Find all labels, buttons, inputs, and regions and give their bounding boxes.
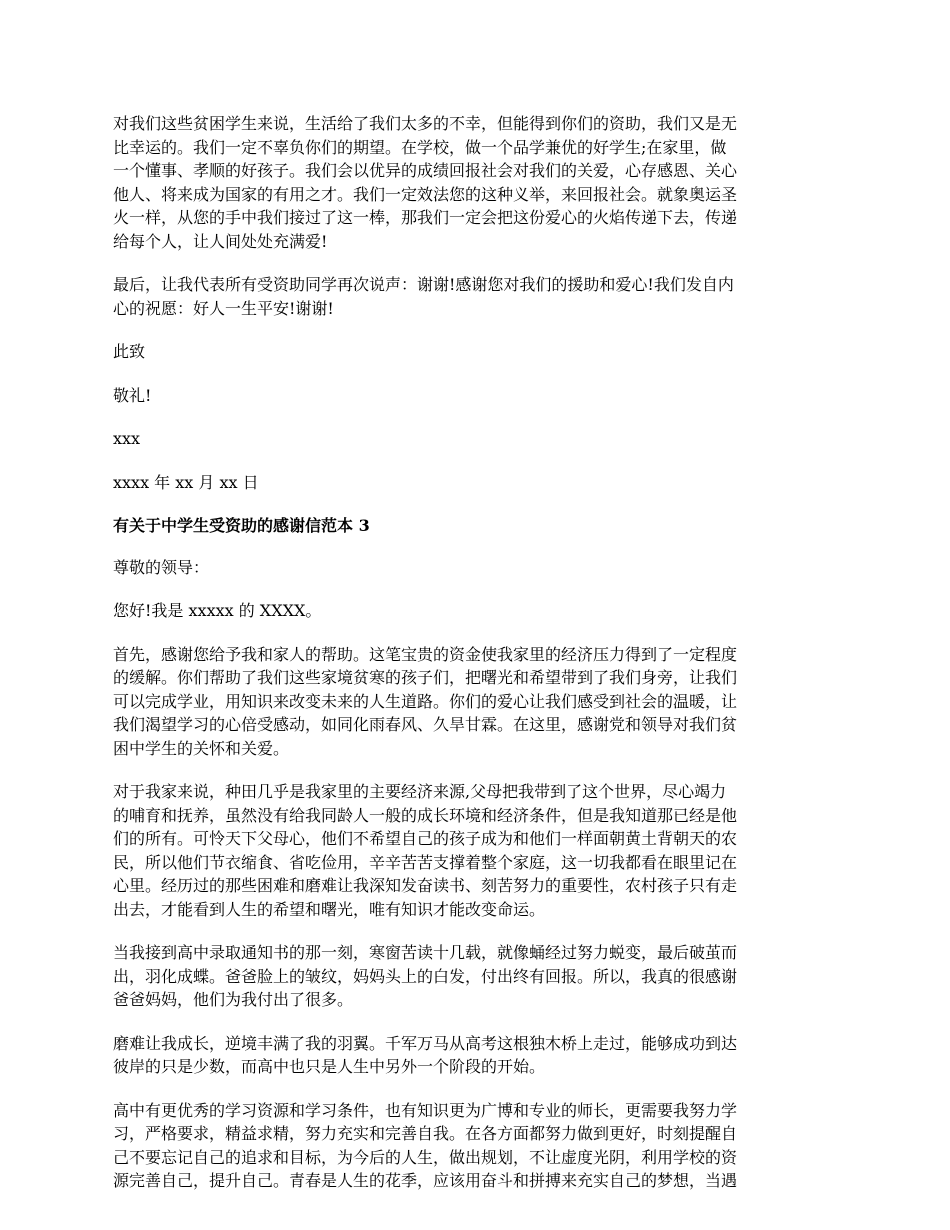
text-line: 我们渴望学习的心倍受感动，如同化雨春风、久旱甘霖。在这里，感谢党和领导对我们贫	[113, 715, 738, 734]
text-line: 心里。经历过的那些困难和磨难让我深知发奋读书、刻苦努力的重要性，农村孩子只有走	[113, 876, 738, 895]
body-paragraph	[113, 1099, 839, 1193]
text-line: 最后，让我代表所有受资助同学再次说声：谢谢!感谢您对我们的援助和爱心!我们发自内	[113, 275, 734, 294]
document-page	[113, 112, 839, 1213]
text-line: 的缓解。你们帮助了我们这些家境贫寒的孩子们，把曙光和希望带到了我们身旁，让我们	[113, 668, 738, 687]
text-line: 源完善自己，提升自己。青春是人生的花季，应该用奋斗和拼搏来充实自己的梦想，当遇	[113, 1171, 738, 1190]
text-line: 一个懂事、孝顺的好孩子。我们会以优异的成绩回报社会对我们的关爱，心存感恩、关心	[113, 161, 738, 180]
closing-line: 此致	[113, 342, 146, 361]
text-line: 心的祝愿：好人一生平安!谢谢!	[113, 298, 334, 318]
closing-salute: 敬礼!	[113, 385, 152, 405]
date-line: xxxx 年 xx 月 xx 日	[113, 472, 259, 492]
text-line: 出，羽化成蝶。爸爸脸上的皱纹，妈妈头上的白发，付出终有回报。所以，我真的很感谢	[113, 966, 738, 986]
text-line: 出去，才能看到人生的希望和曙光，唯有知识才能改变命运。	[113, 899, 546, 919]
text-line: 高中有更优秀的学习资源和学习条件，也有知识更为广博和专业的师长，更需要我努力学	[113, 1100, 738, 1120]
section-title: 有关于中学生受资助的感谢信范本 3	[113, 516, 370, 535]
greeting: 您好!我是 xxxxx 的 XXXX。	[113, 601, 322, 620]
text-line: 爸爸妈妈，他们为我付出了很多。	[113, 990, 354, 1009]
text-line: 对于我家来说，种田几乎是我家里的主要经济来源,父母把我带到了这个世界，尽心竭力	[113, 782, 727, 801]
text-line: 磨难让我成长，逆境丰满了我的羽翼。千军万马从高考这根独木桥上走过，能够成功到达	[113, 1033, 738, 1053]
body-paragraph	[113, 941, 839, 1012]
text-line: 对我们这些贫困学生来说，生活给了我们太多的不幸，但能得到你们的资助，我们又是无	[113, 114, 738, 133]
body-paragraph	[113, 780, 839, 921]
body-paragraph	[113, 112, 839, 253]
text-line: 火一样，从您的手中我们接过了这一棒，那我们一定会把这份爱心的火焰传递下去，传递	[113, 208, 738, 227]
text-line: 困中学生的关怀和关爱。	[113, 738, 290, 758]
text-line: 当我接到高中录取通知书的那一刻，寒窗苦读十几载，就像蛹经过努力蜕变，最后破茧而	[113, 943, 738, 962]
salutation: 尊敬的领导：	[113, 557, 210, 577]
text-line: 彼岸的只是少数，而高中也只是人生中另外一个阶段的开始。	[113, 1057, 546, 1076]
body-paragraph	[113, 1032, 839, 1079]
text-line: 首先，感谢您给予我和家人的帮助。这笔宝贵的资金使我家里的经济压力得到了一定程度	[113, 644, 738, 664]
text-line: 给每个人，让人间处处充满爱!	[113, 231, 328, 251]
text-line: 习，严格要求，精益求精，努力充实和完善自我。在各方面都努力做到更好，时刻提醒自	[113, 1124, 738, 1143]
text-line: 他人、将来成为国家的有用之才。我们一定效法您的这种义举，来回报社会。就象奥运圣	[113, 184, 738, 204]
text-line: 己不要忘记自己的追求和目标，为今后的人生，做出规划，不让虚度光阴，利用学校的资	[113, 1147, 738, 1167]
text-line: 民，所以他们节衣缩食、省吃俭用，辛辛苦苦支撑着整个家庭，这一切我都看在眼里记在	[113, 852, 738, 872]
text-line: 们的所有。可怜天下父母心，他们不希望自己的孩子成为和他们一样面朝黄土背朝天的农	[113, 829, 738, 848]
body-paragraph	[113, 273, 839, 320]
text-line: 比幸运的。我们一定不辜负你们的期望。在学校，做一个品学兼优的好学生;在家里，做	[113, 137, 727, 157]
signature: xxx	[113, 429, 141, 448]
text-line: 的哺育和抚养，虽然没有给我同龄人一般的成长环境和经济条件，但是我知道那已经是他	[113, 805, 738, 825]
text-line: 可以完成学业，用知识来改变未来的人生道路。你们的爱心让我们感受到社会的温暖，让	[113, 691, 738, 711]
body-paragraph	[113, 643, 839, 761]
